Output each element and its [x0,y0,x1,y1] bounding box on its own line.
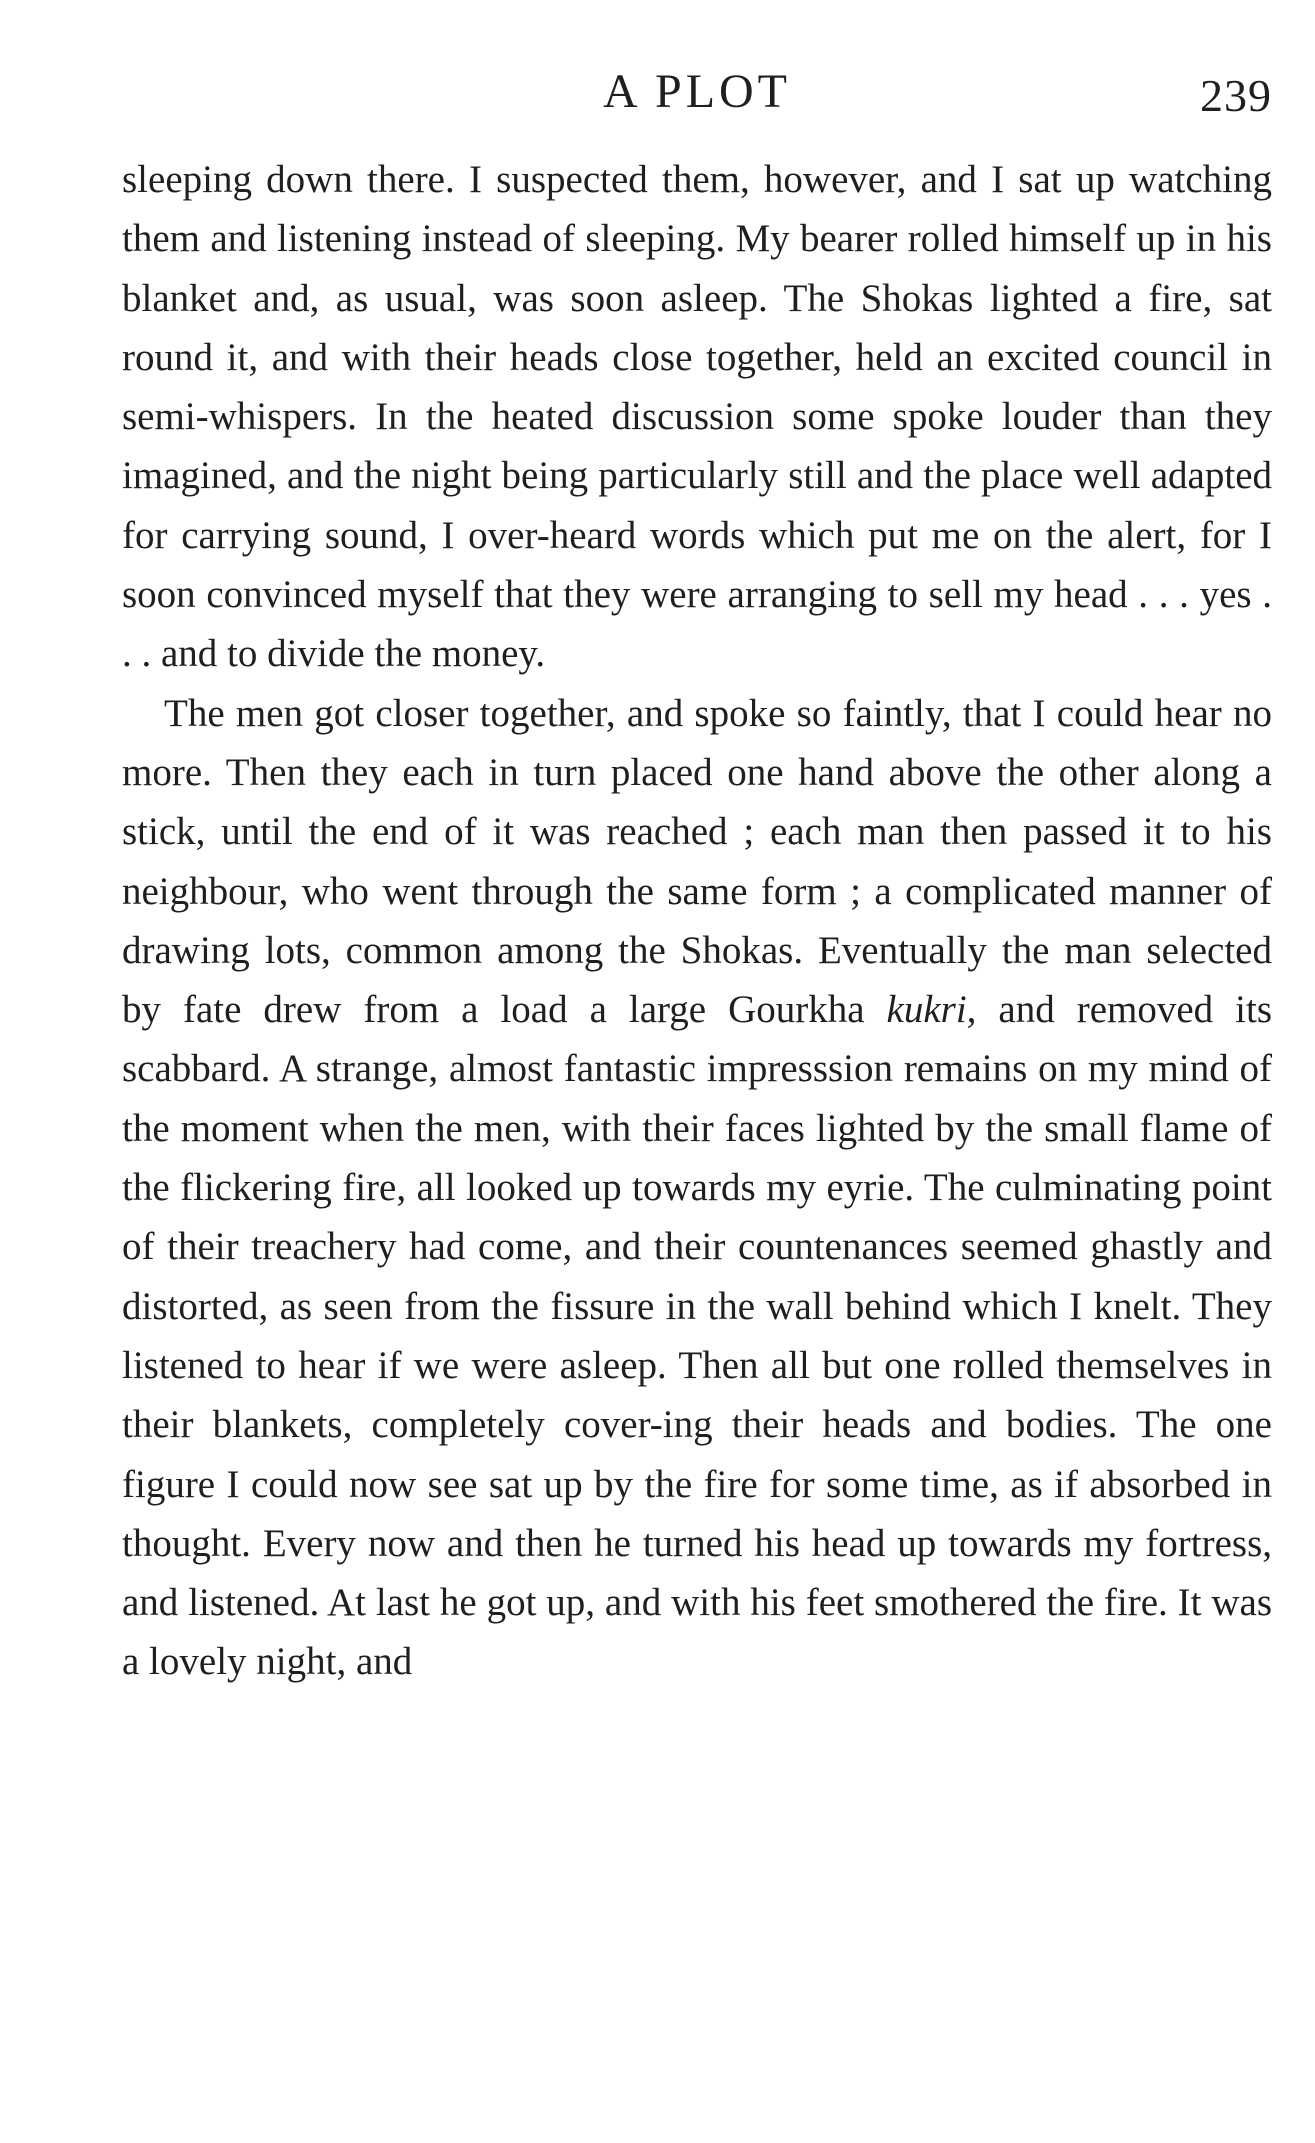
paragraph-text: sleeping down there. I suspected them, however, and I sat up watching them and listening instead of sleeping. My bearer rolled himself up in his blanket and, as usual, was soon asleep. The Shokas lighted a fire, sat round it, and with their heads close together, held an excited council in semi-whispers. In the heated discussion some spoke louder than they imagined, and the night being particularly still and the place well adapted for carrying sound, I over-heard words which put me on the alert, for I soon convinced myself that they were arranging to sell my head . . . yes . . . and to divide the money. [122,158,1272,676]
paragraph [122,684,1272,1692]
running-head [122,62,1272,122]
running-title: A PLOT [602,65,791,118]
body-text [122,150,1272,1692]
paragraph [122,150,1272,684]
italic-text: kukri, [886,988,977,1032]
paragraph-text: The men got closer together, and spoke so faintly, that I could hear no more. Then they each in turn placed one hand above the other along a stick, until the end of it was reached ; each man then passed it to his neighbour, who went through the same form ; a complicated manner of drawing lots, common among the Shokas. Eventually the man selected by fate drew from a load a large Gourkha [122,691,1272,1032]
page-number: 239 [1200,70,1272,121]
paragraph-text: and removed its scabbard. A strange, almost fantastic impresssion remains on my mind of the moment when the men, with their faces lighted by the small flame of the flickering fire, all looked up towards my eyrie. The culminating point of their treachery had come, and their countenances seemed ghastly and distorted, as seen from the fissure in the wall behind which I knelt. They listened to hear if we were asleep. Then all but one rolled themselves in their blankets, completely cover-ing their heads and bodies. The one figure I could now see sat up by the fire for some time, as if absorbed in thought. Every now and then he turned his head up towards my fortress, and listened. At last he got up, and with his feet smothered the fire. It was a lovely night, and [122,988,1272,1684]
